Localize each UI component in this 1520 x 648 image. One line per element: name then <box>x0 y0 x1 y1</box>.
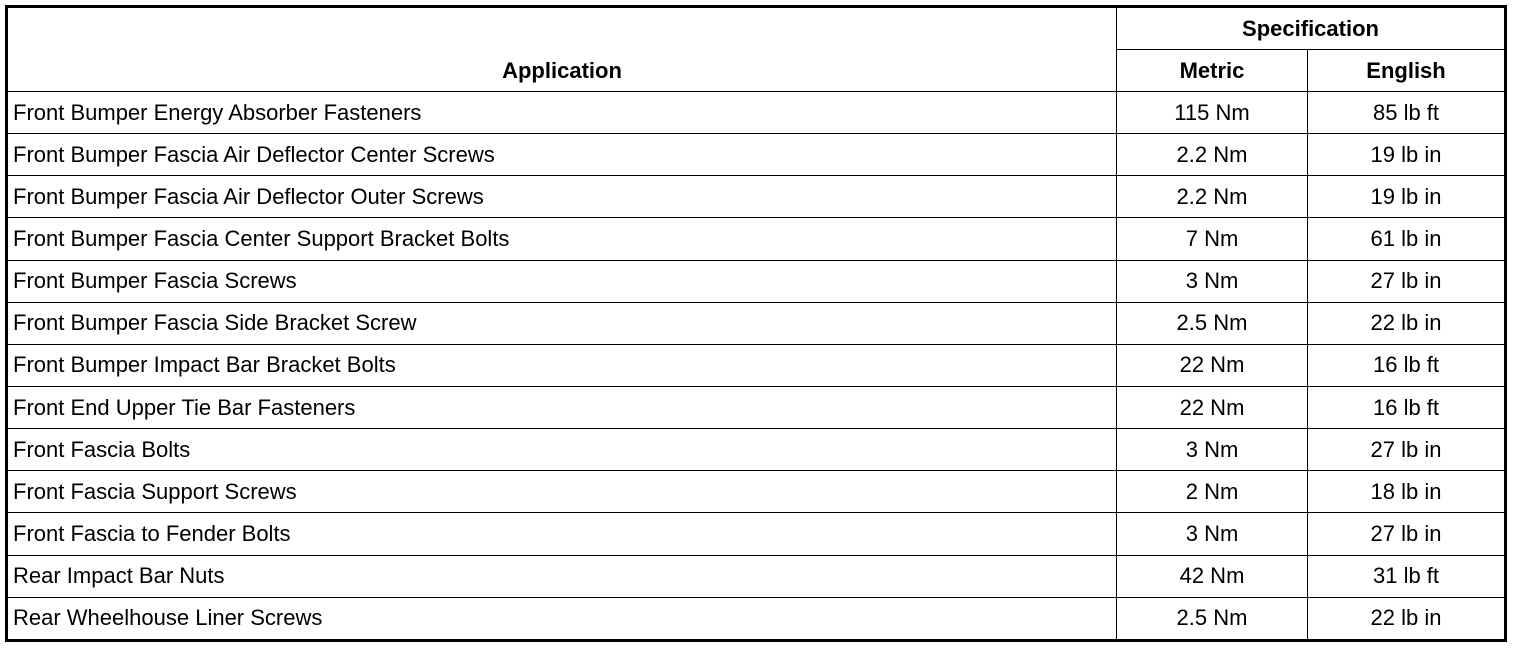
application-cell: Front Bumper Fascia Side Bracket Screw <box>7 302 1117 344</box>
english-cell: 31 lb ft <box>1308 555 1506 597</box>
english-cell: 19 lb in <box>1308 176 1506 218</box>
metric-cell: 2.2 Nm <box>1117 134 1308 176</box>
table-row <box>7 176 1506 218</box>
table-row <box>7 429 1506 471</box>
english-cell: 19 lb in <box>1308 134 1506 176</box>
table-row <box>7 344 1506 386</box>
english-cell: 27 lb in <box>1308 260 1506 302</box>
english-cell: 85 lb ft <box>1308 92 1506 134</box>
metric-cell: 2 Nm <box>1117 471 1308 513</box>
english-cell: 22 lb in <box>1308 597 1506 640</box>
specification-header: Specification <box>1117 7 1506 50</box>
metric-cell: 2.5 Nm <box>1117 597 1308 640</box>
application-cell: Front Bumper Fascia Center Support Bracket Bolts <box>7 218 1117 260</box>
table-row <box>7 92 1506 134</box>
header-row-top <box>7 7 1506 50</box>
application-cell: Front Bumper Fascia Air Deflector Center Screws <box>7 134 1117 176</box>
application-cell: Front Bumper Impact Bar Bracket Bolts <box>7 344 1117 386</box>
application-cell: Rear Impact Bar Nuts <box>7 555 1117 597</box>
application-header: Application <box>7 7 1117 92</box>
application-cell: Front Bumper Energy Absorber Fasteners <box>7 92 1117 134</box>
metric-cell: 115 Nm <box>1117 92 1308 134</box>
metric-cell: 42 Nm <box>1117 555 1308 597</box>
application-cell: Front Fascia Support Screws <box>7 471 1117 513</box>
english-cell: 61 lb in <box>1308 218 1506 260</box>
application-cell: Front Bumper Fascia Air Deflector Outer Screws <box>7 176 1117 218</box>
metric-cell: 2.2 Nm <box>1117 176 1308 218</box>
metric-cell: 22 Nm <box>1117 344 1308 386</box>
table-header <box>7 7 1506 92</box>
table-row <box>7 597 1506 640</box>
table-row <box>7 555 1506 597</box>
table-row <box>7 302 1506 344</box>
metric-cell: 2.5 Nm <box>1117 302 1308 344</box>
metric-header: Metric <box>1117 50 1308 92</box>
english-cell: 16 lb ft <box>1308 386 1506 428</box>
application-cell: Front Fascia to Fender Bolts <box>7 513 1117 555</box>
application-cell: Front Bumper Fascia Screws <box>7 260 1117 302</box>
table-row <box>7 260 1506 302</box>
english-cell: 22 lb in <box>1308 302 1506 344</box>
application-cell: Front Fascia Bolts <box>7 429 1117 471</box>
metric-cell: 3 Nm <box>1117 260 1308 302</box>
metric-cell: 7 Nm <box>1117 218 1308 260</box>
metric-cell: 3 Nm <box>1117 513 1308 555</box>
table-body <box>7 92 1506 641</box>
table-row <box>7 134 1506 176</box>
english-cell: 16 lb ft <box>1308 344 1506 386</box>
application-cell: Rear Wheelhouse Liner Screws <box>7 597 1117 640</box>
table-row <box>7 218 1506 260</box>
metric-cell: 22 Nm <box>1117 386 1308 428</box>
table-row <box>7 513 1506 555</box>
application-cell: Front End Upper Tie Bar Fasteners <box>7 386 1117 428</box>
table-row <box>7 471 1506 513</box>
english-cell: 27 lb in <box>1308 513 1506 555</box>
english-cell: 18 lb in <box>1308 471 1506 513</box>
metric-cell: 3 Nm <box>1117 429 1308 471</box>
english-cell: 27 lb in <box>1308 429 1506 471</box>
table-row <box>7 386 1506 428</box>
english-header: English <box>1308 50 1506 92</box>
fastener-torque-table <box>5 5 1507 642</box>
